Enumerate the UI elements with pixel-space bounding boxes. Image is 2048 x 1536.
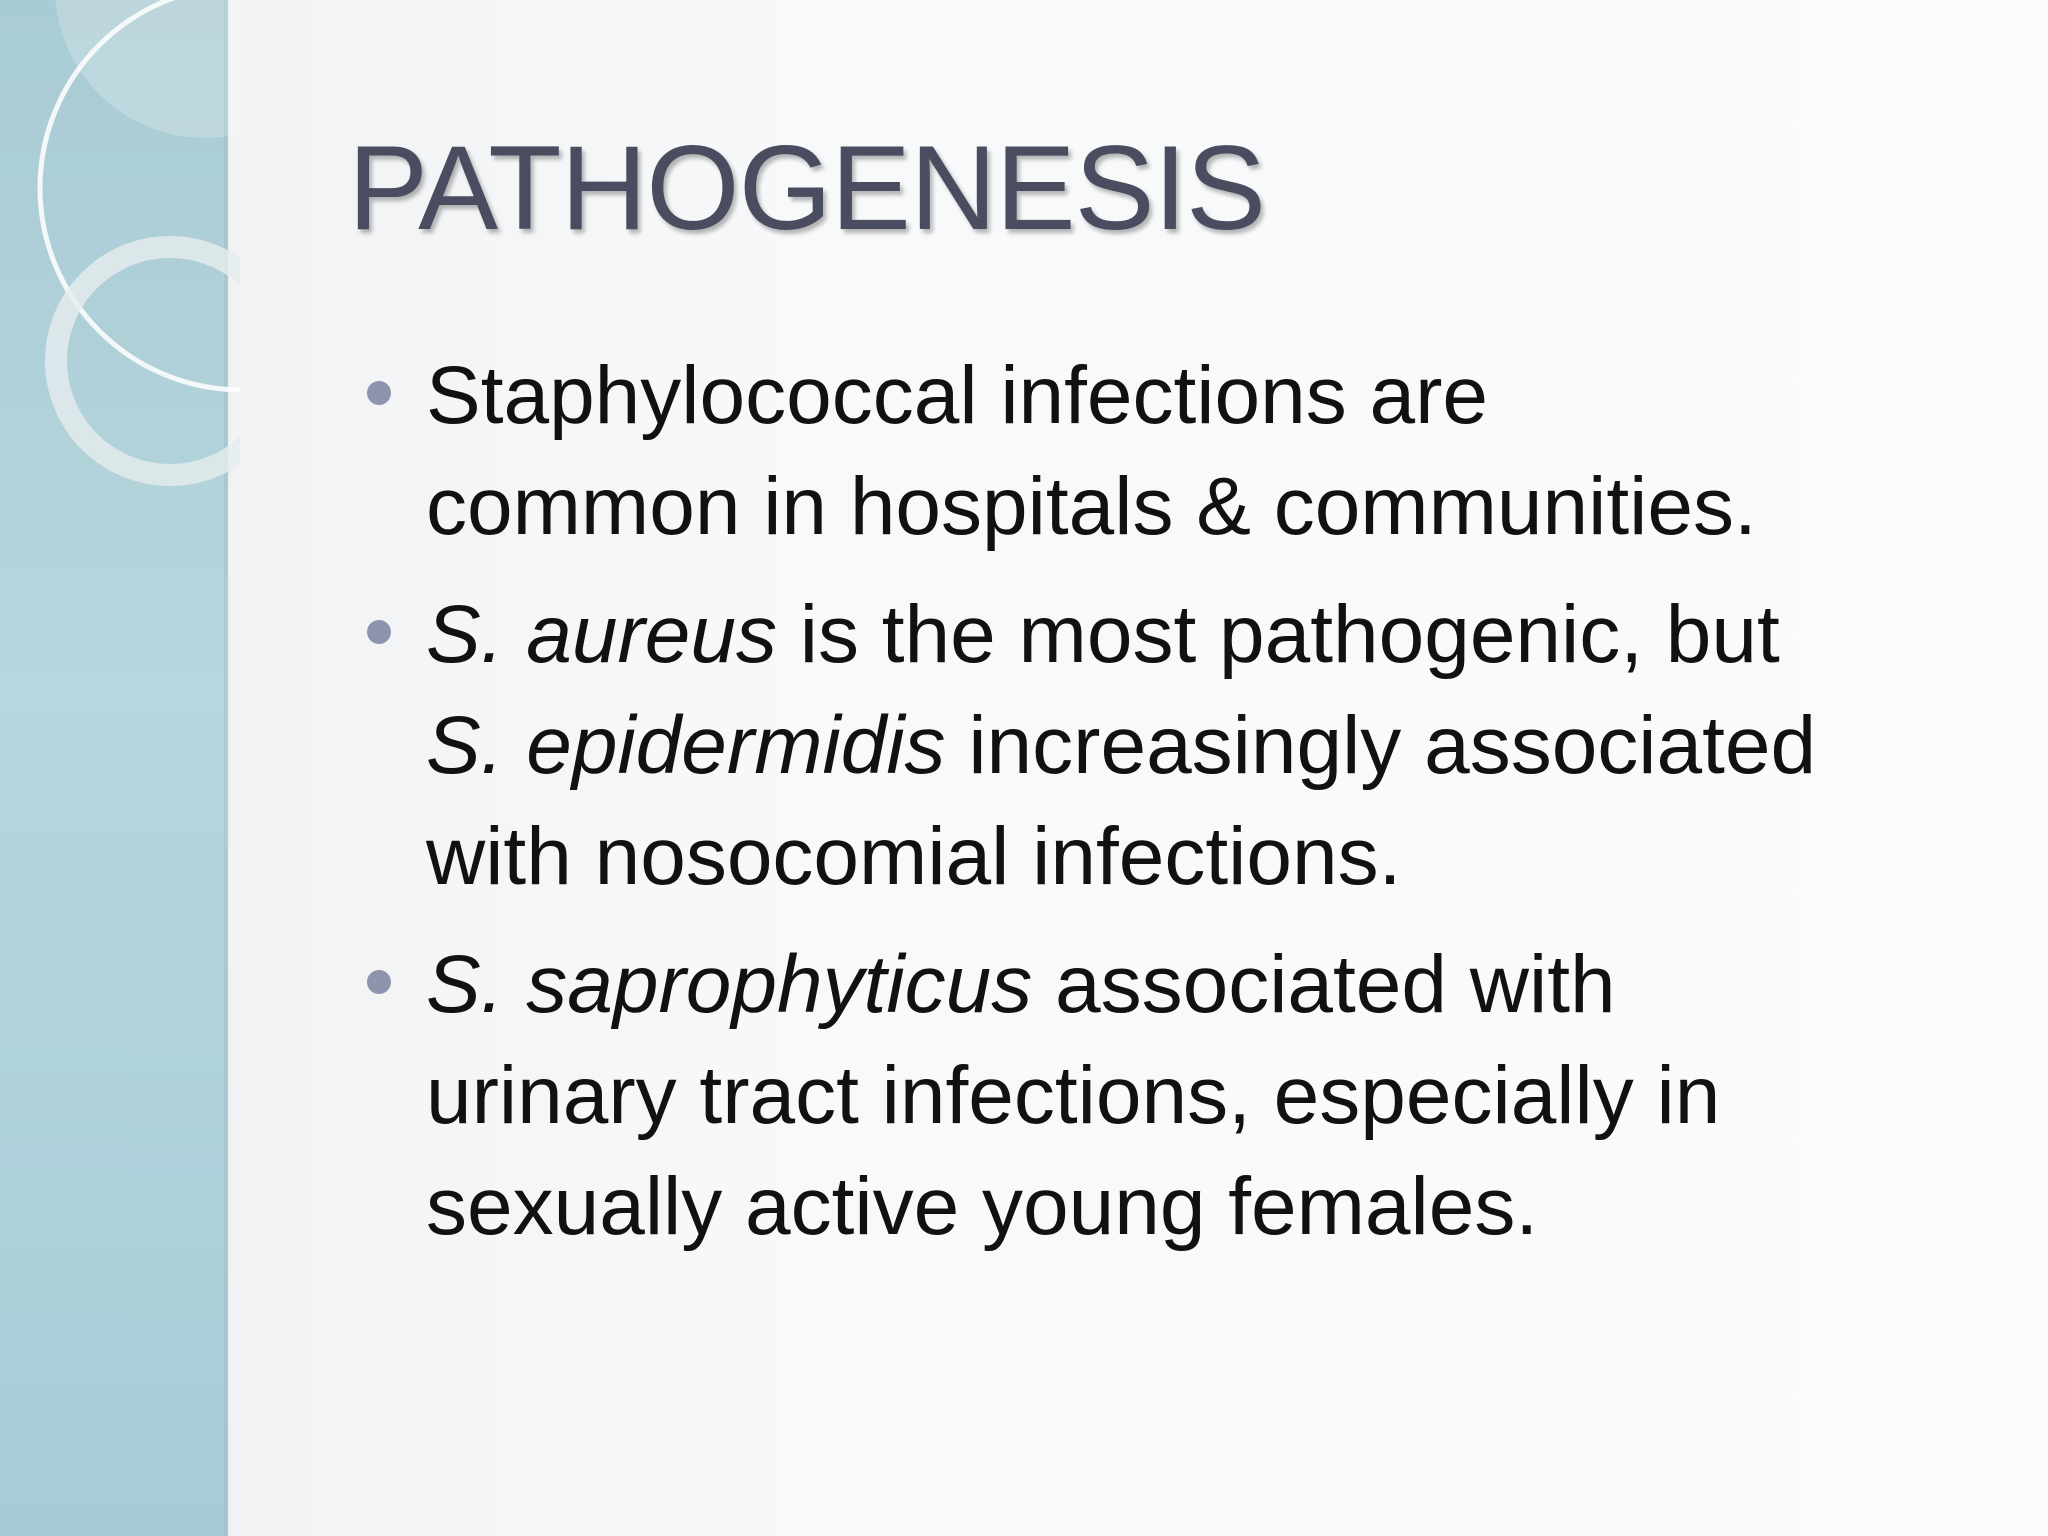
line-text: is the most pathogenic, but bbox=[776, 589, 1780, 680]
bullet-dot-icon bbox=[367, 381, 391, 405]
line-text: sexually active young females. bbox=[426, 1161, 1539, 1252]
bullet-item bbox=[360, 340, 2020, 562]
bullet-line bbox=[426, 579, 2020, 690]
bullet-item bbox=[360, 929, 2020, 1262]
bullet-item bbox=[360, 579, 2020, 912]
species-name: S. saprophyticus bbox=[426, 939, 1033, 1030]
bullet-line bbox=[426, 451, 2020, 562]
bullet-line bbox=[426, 1040, 2020, 1151]
bullet-dot-icon bbox=[367, 970, 391, 994]
line-text: Staphylococcal infections are bbox=[426, 350, 1489, 441]
line-text: urinary tract infections, especially in bbox=[426, 1050, 1721, 1141]
line-text: with nosocomial infections. bbox=[426, 811, 1402, 902]
line-text: common in hospitals & communities. bbox=[426, 461, 1757, 552]
bullet-dot-icon bbox=[367, 620, 391, 644]
bullet-text bbox=[426, 579, 2020, 912]
line-text: associated with bbox=[1032, 939, 1616, 1030]
bullet-text bbox=[426, 340, 2020, 562]
bullet-line bbox=[426, 929, 2020, 1040]
bullet-line bbox=[426, 690, 2020, 801]
species-name: S. aureus bbox=[426, 589, 777, 680]
bullet-line bbox=[426, 340, 2020, 451]
bullet-line bbox=[426, 801, 2020, 912]
line-text: increasingly associated bbox=[945, 700, 1817, 791]
bullet-line bbox=[426, 1151, 2020, 1262]
bullet-list bbox=[360, 340, 2020, 1279]
decorative-rings-icon bbox=[0, 0, 240, 520]
slide-title: PATHOGENESIS bbox=[348, 121, 1266, 255]
bullet-text bbox=[426, 929, 2020, 1262]
species-name: S. epidermidis bbox=[426, 700, 946, 791]
